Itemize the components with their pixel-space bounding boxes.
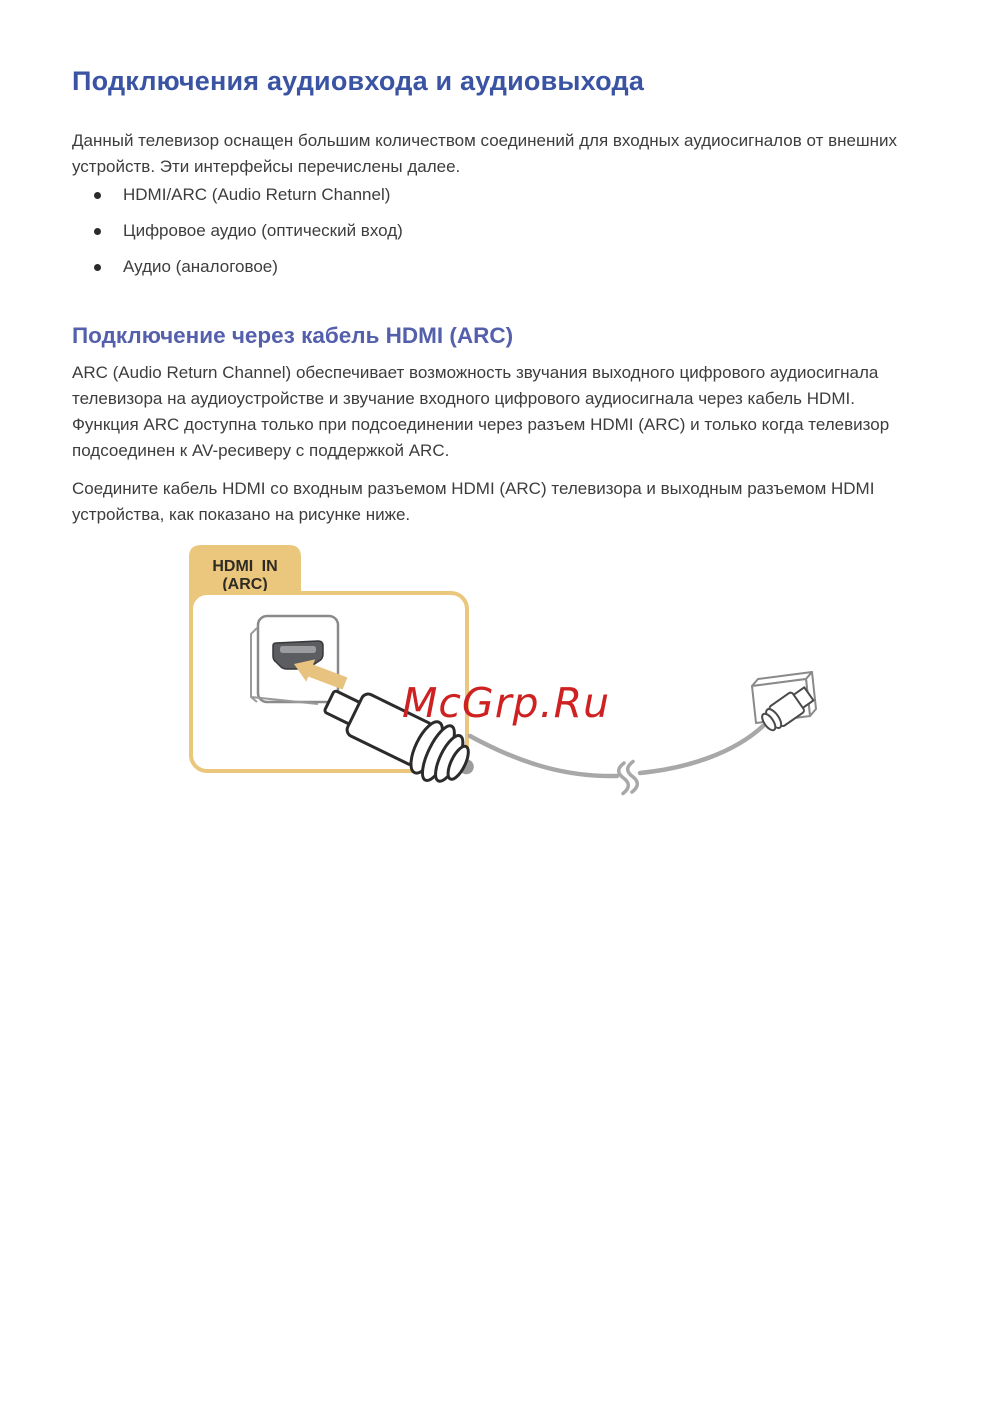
hdmi-cable xyxy=(470,736,617,776)
list-item xyxy=(72,254,908,280)
arc-description-paragraph: ARC (Audio Return Channel) обеспечивает возможность звучания выходного цифрового аудиосигнала телевизора на аудиоустройстве и звучание входного цифрового аудиосигнала через кабель HDMI. Функция ARC доступна только при подсоединении через разъем HDMI (ARC) и только когда телевизор подсоединен к AV-ресиверу с поддержкой ARC. xyxy=(72,363,890,460)
tv-hdmi-port-icon xyxy=(251,616,338,704)
section-heading: Подключение через кабель HDMI (ARC) xyxy=(72,323,514,348)
hdmi-cable xyxy=(640,726,763,773)
bullet-icon xyxy=(94,192,101,199)
cable-break-icon xyxy=(619,762,638,794)
bullet-icon xyxy=(94,264,101,271)
list-item-label: Аудио (аналоговое) xyxy=(123,257,278,276)
page-content xyxy=(72,0,908,528)
watermark: McGrp.Ru xyxy=(402,679,611,727)
connection-diagram-graphic xyxy=(0,540,1000,814)
connection-diagram xyxy=(0,540,1000,814)
connection-instruction-paragraph: Соедините кабель HDMI со входным разъемом HDMI (ARC) телевизора и выходным разъемом HDMI устройства, как показано на рисунке ниже. xyxy=(72,479,875,524)
list-item xyxy=(72,182,908,208)
list-item-label: Цифровое аудио (оптический вход) xyxy=(123,221,403,240)
intro-paragraph: Данный телевизор оснащен большим количеством соединений для входных аудиосигналов от внешних устройств. Эти интерфейсы перечислены далее. xyxy=(72,131,897,176)
list-item xyxy=(72,218,908,244)
page-title: Подключения аудиовхода и аудиовыхода xyxy=(72,66,645,96)
hdmi-in-label-line1: HDMI IN xyxy=(212,558,278,575)
hdmi-in-label-line2: (ARC) xyxy=(222,576,268,593)
bullet-icon xyxy=(94,228,101,235)
list-item-label: HDMI/ARC (Audio Return Channel) xyxy=(123,185,391,204)
audio-interface-list xyxy=(72,182,908,280)
